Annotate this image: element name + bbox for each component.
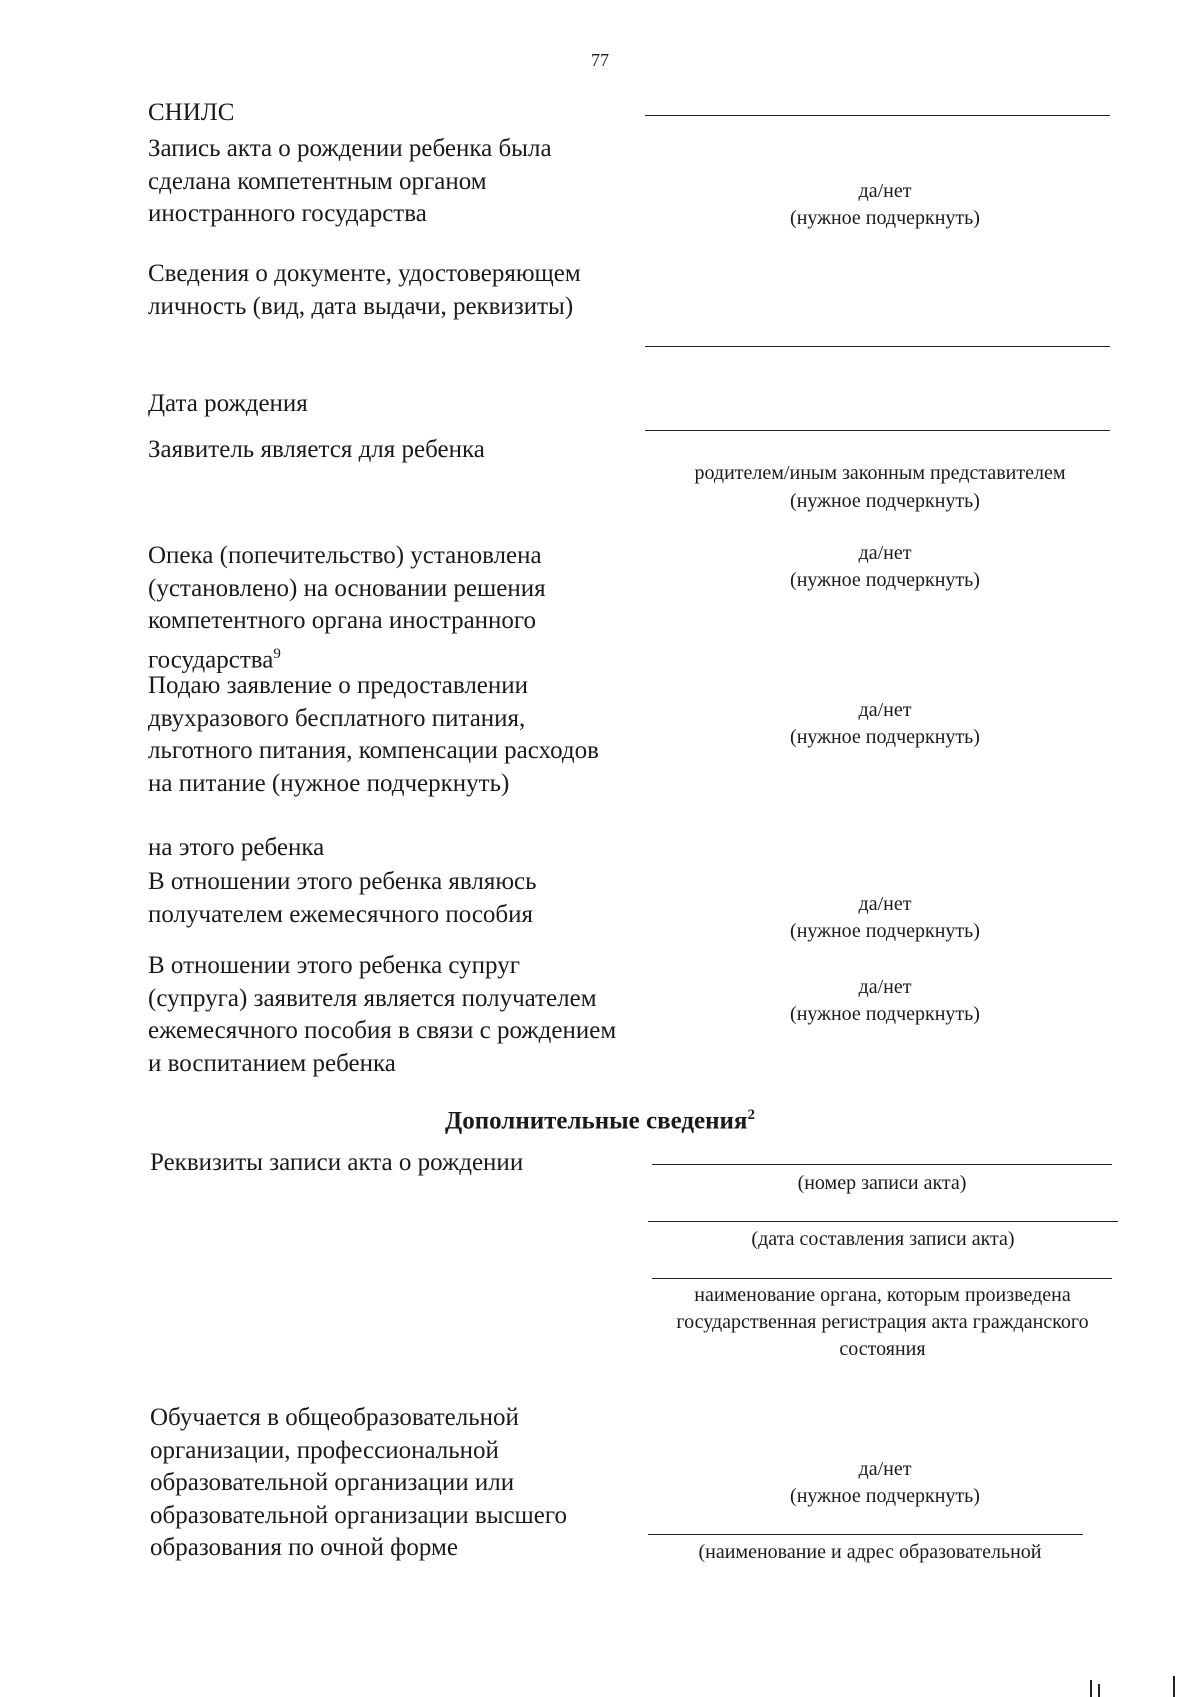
identity-document-label: Сведения о документе, удостоверяющем личность (вид, дата выдачи, реквизиты)	[148, 260, 581, 320]
meals-application-label: Подаю заявление о предоставлении двухразового бесплатного питания, льготного питания, компенсации расходов на питание (нужное подчеркнуть)	[148, 672, 599, 797]
foreign-birth-record-label: Запись акта о рождении ребенка была сделана компетентным органом иностранного государства	[148, 135, 552, 227]
meals-application-label-2: на этого ребенка	[148, 834, 325, 861]
record-number-caption: (номер записи акта)	[797, 1172, 967, 1194]
birth-record-details-label: Реквизиты записи акта о рождении	[150, 1149, 524, 1176]
guardianship-footnote-ref: 9	[273, 645, 281, 662]
studies-yes-no[interactable]: да/нет	[858, 1458, 912, 1480]
monthly-allowance-label: В отношении этого ребенка являюсь получателем ежемесячного пособия	[148, 868, 537, 928]
guardianship-text: Опека (попечительство) установлена (установлено) на основании решения компетентного органа иностранного государства	[148, 542, 546, 673]
birth-date-input-line[interactable]	[645, 430, 1110, 431]
record-date-input-line[interactable]	[648, 1221, 1118, 1222]
registering-body-caption: наименование органа, которым произведена государственная регистрация акта гражданского состояния	[676, 1284, 1089, 1360]
scan-mark	[1098, 1684, 1100, 1697]
spouse-allowance-yes-no[interactable]: да/нет	[858, 976, 912, 998]
edu-org-input-line[interactable]	[648, 1534, 1083, 1535]
studies-hint: (нужное подчеркнуть)	[790, 1485, 980, 1507]
snils-input-line[interactable]	[645, 115, 1110, 116]
identity-document-input-line[interactable]	[645, 346, 1110, 347]
scan-mark	[1173, 1676, 1175, 1697]
section-title-footnote-ref: 2	[747, 1107, 755, 1123]
guardianship-hint: (нужное подчеркнуть)	[790, 569, 980, 591]
monthly-allowance-yes-no[interactable]: да/нет	[858, 893, 912, 915]
guardianship-label	[148, 540, 618, 676]
spouse-allowance-hint: (нужное подчеркнуть)	[790, 1003, 980, 1025]
foreign-birth-record-yes-no[interactable]: да/нет	[858, 180, 912, 202]
birth-date-label: Дата рождения	[148, 390, 308, 417]
foreign-birth-record-hint: (нужное подчеркнуть)	[790, 207, 980, 229]
spouse-allowance-label: В отношении этого ребенка супруг (супруга) заявителя является получателем ежемесячного пособия в связи с рождением и воспитанием ребенка	[148, 952, 617, 1077]
section-title	[0, 1107, 1200, 1135]
meals-application-hint: (нужное подчеркнуть)	[790, 726, 980, 748]
section-title-text: Дополнительные сведения	[445, 1107, 748, 1135]
registering-body-input-line[interactable]	[652, 1278, 1112, 1279]
edu-org-caption: (наименование и адрес образовательной	[698, 1541, 1042, 1563]
scan-mark	[1090, 1680, 1092, 1697]
record-date-caption: (дата составления записи акта)	[751, 1228, 1015, 1250]
meals-application-yes-no[interactable]: да/нет	[858, 699, 912, 721]
applicant-role-choice[interactable]: родителем/иным законным представителем	[694, 462, 1066, 484]
page-number: 77	[591, 50, 609, 70]
applicant-role-hint: (нужное подчеркнуть)	[790, 490, 980, 512]
guardianship-yes-no[interactable]: да/нет	[858, 542, 912, 564]
record-number-input-line[interactable]	[652, 1164, 1112, 1165]
applicant-role-label: Заявитель является для ребенка	[148, 436, 485, 463]
studies-label: Обучается в общеобразовательной организации, профессиональной образовательной организации или образовательной организации высшего образования по очной форме	[150, 1404, 568, 1561]
snils-label: СНИЛС	[148, 99, 235, 126]
monthly-allowance-hint: (нужное подчеркнуть)	[790, 920, 980, 942]
